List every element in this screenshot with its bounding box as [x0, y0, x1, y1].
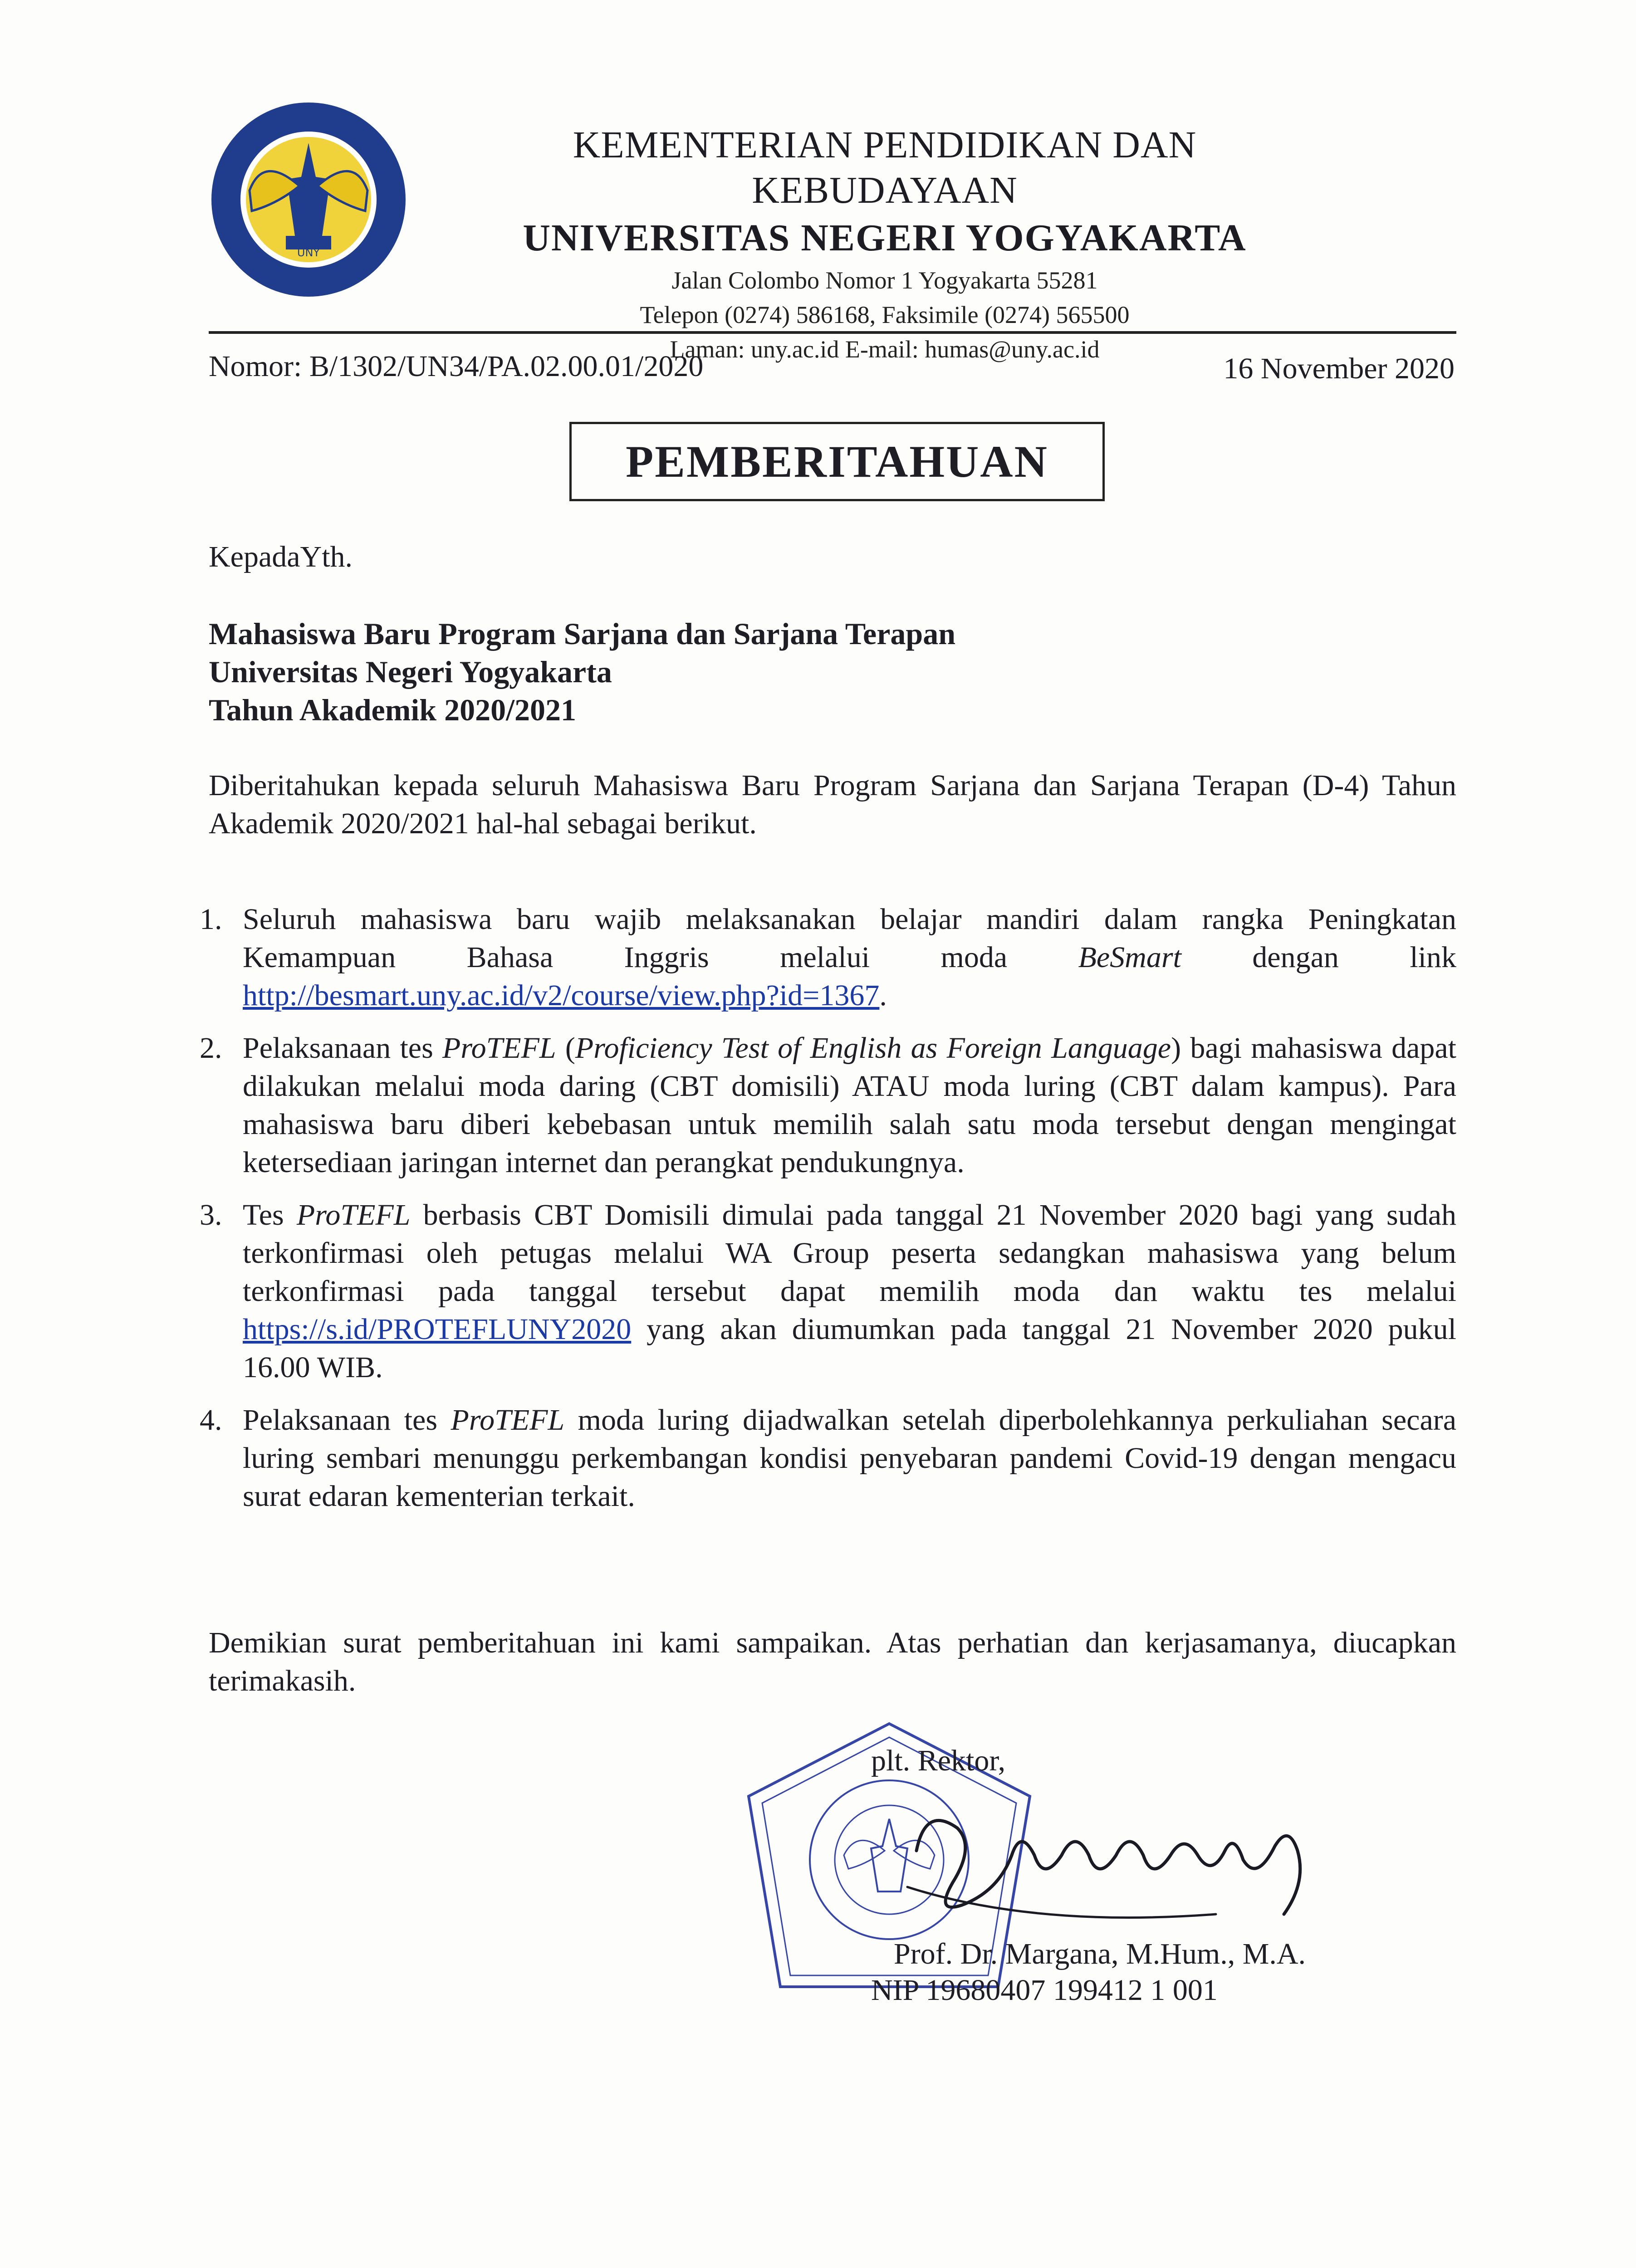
intro-paragraph: Diberitahukan kepada seluruh Mahasiswa Baru Program Sarjana dan Sarjana Terapan (D-4) Tahun Akademik 2020/2021 hal-hal sebagai berikut. — [209, 769, 1456, 840]
svg-text:UNY: UNY — [297, 246, 320, 259]
phone-fax: Telepon (0274) 586168, Faksimile (0274) 565500 — [640, 301, 1130, 328]
signatory-name: Prof. Dr. Margana, M.Hum., M.A. — [894, 1937, 1306, 1970]
letterhead-divider — [209, 331, 1456, 334]
signatory-nip: NIP 19680407 199412 1 001 — [871, 1974, 1218, 2007]
recipient-block — [209, 615, 955, 729]
address: Jalan Colombo Nomor 1 Yogyakarta 55281 — [671, 267, 1098, 294]
notice-list — [200, 900, 1456, 1530]
item-text: Pelaksanaan tes ProTEFL moda luring dijadwalkan setelah diperbolehkannya perkuliahan secara luring sembari menunggu perkembangan kondisi penyebaran pandemi Covid-19 dengan mengacu surat edaran kementerian terkait. — [243, 1403, 1457, 1513]
signatory-role: plt. Rektor, — [871, 1744, 1006, 1777]
item-number: 4. — [200, 1403, 222, 1437]
besmart-link[interactable]: http://besmart.uny.ac.id/v2/course/view.php?id=1367 — [243, 979, 880, 1012]
item-text: Seluruh mahasiswa baru wajib melaksanakan belajar mandiri dalam rangka Peningkatan Kemampuan Bahasa Inggris melalui moda BeSmart dengan link http://besmart.uny.ac.id/v2/course/view.php?id=1367. — [243, 903, 1457, 1012]
item-text: Tes ProTEFL berbasis CBT Domisili dimulai pada tanggal 21 November 2020 bagi yang sudah terkonfirmasi oleh petugas melalui WA Group peserta sedangkan mahasiswa yang belum terkonfirmasi pada tanggal tersebut dapat memilih moda dan waktu tes melalui https://s.id/PROTEFLUNY2020 yang akan diumumkan pada tanggal 21 November 2020 pukul 16.00 WIB. — [243, 1198, 1457, 1384]
recipient-line: Universitas Negeri Yogyakarta — [209, 655, 612, 689]
list-item — [200, 1196, 1456, 1387]
list-item — [200, 1029, 1456, 1182]
salutation: KepadaYth. — [209, 540, 353, 573]
protefl-link[interactable]: https://s.id/PROTEFLUNY2020 — [243, 1313, 632, 1346]
recipient-line: Tahun Akademik 2020/2021 — [209, 693, 576, 727]
list-item — [200, 1401, 1456, 1515]
list-item — [200, 900, 1456, 1015]
document-title: PEMBERITAHUAN — [569, 422, 1105, 501]
letter-number: Nomor: B/1302/UN34/PA.02.00.01/2020 — [209, 350, 704, 383]
letter-date: 16 November 2020 — [1223, 352, 1455, 385]
handwritten-signature-icon — [898, 1778, 1316, 1950]
university-logo-icon — [209, 100, 408, 299]
web-email: Laman: uny.ac.id E-mail: humas@uny.ac.id — [670, 336, 1100, 363]
recipient-line: Mahasiswa Baru Program Sarjana dan Sarjana Terapan — [209, 616, 956, 651]
university-name: UNIVERSITAS NEGERI YOGYAKARTA — [523, 217, 1247, 259]
closing-paragraph: Demikian surat pemberitahuan ini kami sampaikan. Atas perhatian dan kerjasamanya, diucapkan terimakasih. — [209, 1626, 1456, 1697]
letterhead — [454, 122, 1316, 367]
item-number: 3. — [200, 1198, 222, 1232]
item-text: Pelaksanaan tes ProTEFL (Proficiency Test of English as Foreign Language) bagi mahasiswa dapat dilakukan melalui moda daring (CBT domisili) ATAU moda luring (CBT dalam kampus). Para mahasiswa baru diberi kebebasan untuk memilih salah satu moda tersebut dengan mengingat ketersediaan jaringan internet dan perangkat pendukungnya. — [243, 1031, 1457, 1179]
item-number: 1. — [200, 903, 222, 936]
ministry-name: KEMENTERIAN PENDIDIKAN DAN KEBUDAYAAN — [573, 124, 1197, 211]
item-number: 2. — [200, 1031, 222, 1065]
